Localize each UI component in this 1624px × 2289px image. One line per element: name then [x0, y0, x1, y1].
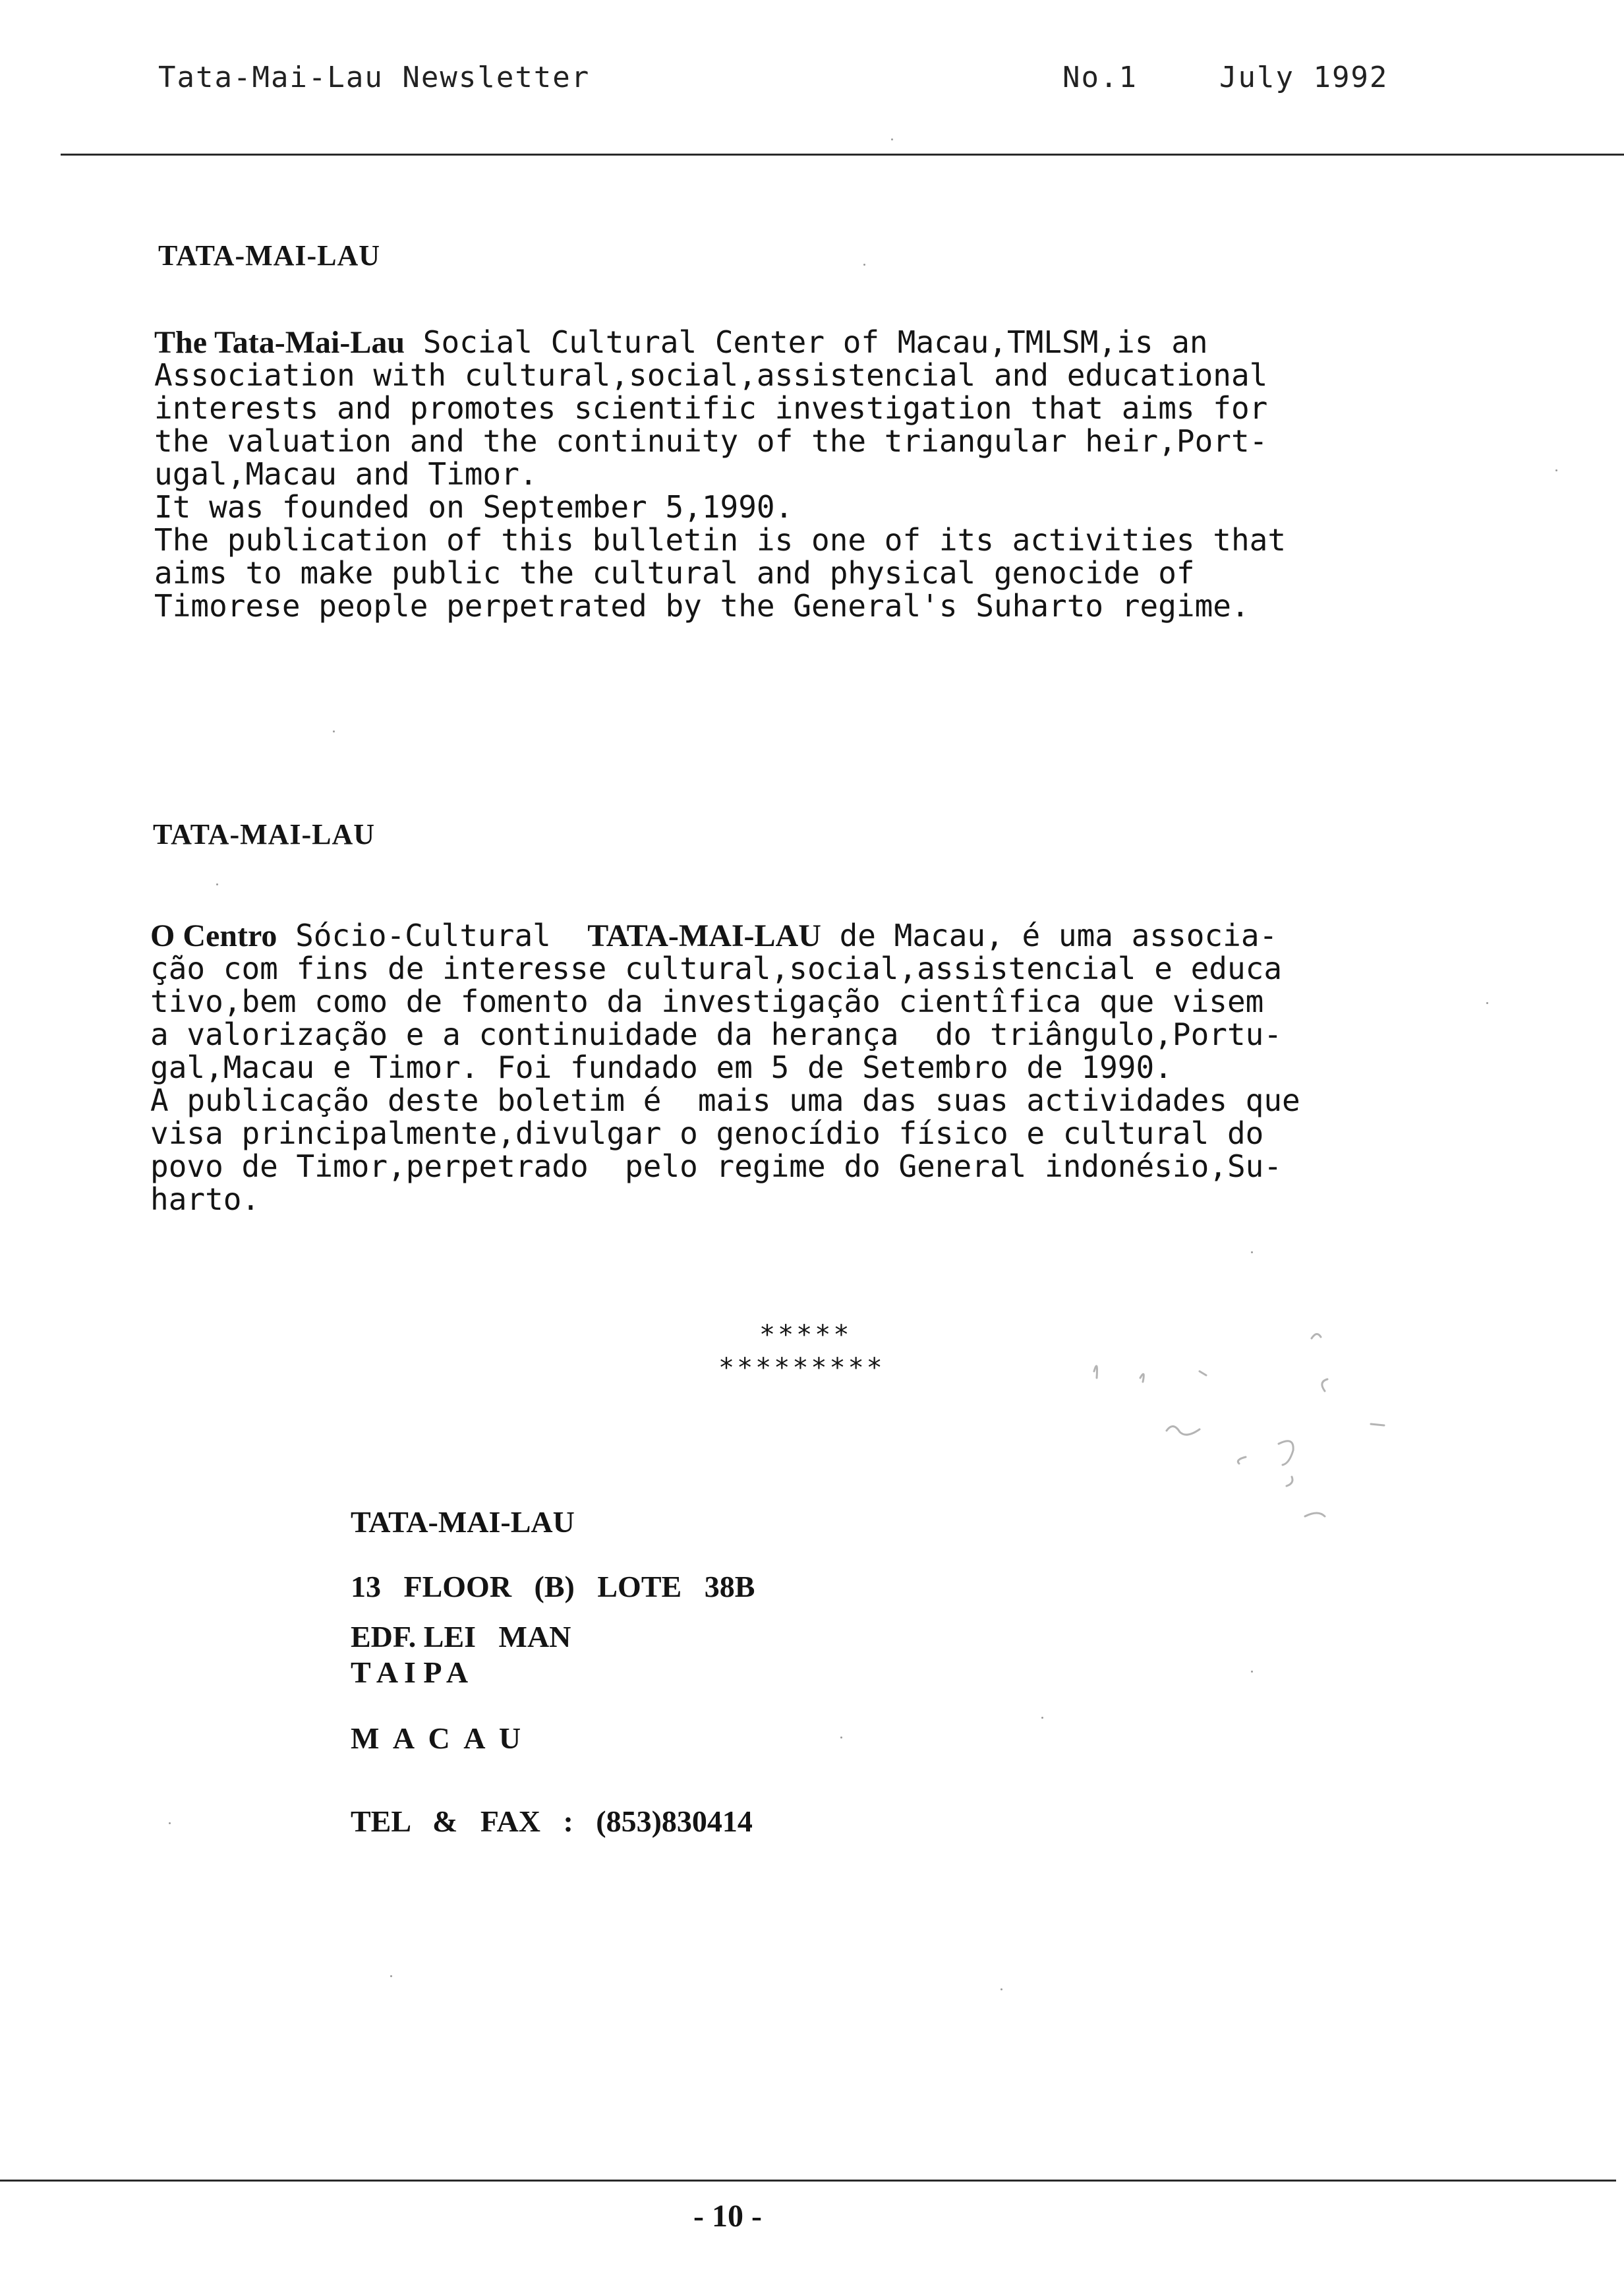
english-line: the valuation and the continuity of the triangular heir,Port- — [154, 423, 1268, 459]
scan-speck — [333, 730, 335, 732]
english-line: It was founded on September 5,1990. — [154, 489, 794, 525]
portuguese-line: A publicação deste boletim é mais uma das suas actividades que — [150, 1083, 1300, 1118]
portuguese-line: a valorização e a continuidade da herança do triângulo,Portu- — [150, 1017, 1283, 1052]
english-paragraph — [154, 326, 1466, 622]
scan-speck — [1251, 1671, 1253, 1673]
english-line-0 — [154, 326, 1466, 359]
portuguese-paragraph — [150, 919, 1462, 1216]
address-name: TATA-MAI-LAU — [351, 1505, 575, 1539]
scan-speck — [840, 1737, 842, 1739]
english-line: The publication of this bulletin is one of its activities that — [154, 522, 1287, 558]
portuguese-heading: TATA-MAI-LAU — [153, 818, 376, 850]
portuguese-lead-bold: O Centro — [150, 918, 277, 953]
stars-bottom: ********* — [718, 1353, 885, 1383]
portuguese-line: visa principalmente,divulgar o genocídio físico e cultural do — [150, 1115, 1264, 1151]
scan-speck — [891, 138, 893, 140]
scan-speck — [216, 883, 218, 885]
english-lead-bold: The Tata-Mai-Lau — [154, 325, 405, 360]
address-district: T A I P A — [351, 1655, 469, 1689]
page-number: - 10 - — [693, 2199, 762, 2234]
portuguese-line: povo de Timor,perpetrado pelo regime do General indonésio,Su- — [150, 1148, 1283, 1184]
scan-speck — [1555, 469, 1557, 471]
scan-speck — [169, 1822, 171, 1824]
stars-top: ***** — [759, 1320, 852, 1350]
english-line: ugal,Macau and Timor. — [154, 456, 538, 492]
address-floor: 13 FLOOR (B) LOTE 38B — [351, 1570, 755, 1603]
footer-rule — [0, 2180, 1616, 2182]
portuguese-line: gal,Macau e Timor. Foi fundado em 5 de Setembro de 1990. — [150, 1050, 1173, 1085]
address-phone-fax: TEL & FAX : (853)830414 — [351, 1804, 753, 1838]
newsletter-title: Tata-Mai-Lau Newsletter — [158, 61, 591, 94]
portuguese-line: ção com fins de interesse cultural,social,assistencial e educa — [150, 951, 1283, 986]
issue-number: No.1 — [1062, 61, 1138, 94]
scan-speck — [1486, 1002, 1488, 1004]
portuguese-line: tivo,bem como de fomento da investigação cientîfica que visem — [150, 984, 1264, 1019]
address-city: M A C A U — [351, 1721, 521, 1755]
scan-speck — [390, 1975, 392, 1977]
english-line: aims to make public the cultural and physical genocide of — [154, 555, 1195, 591]
portuguese-line-0 — [150, 919, 1462, 952]
scan-speck — [863, 264, 865, 266]
english-line: Timorese people perpetrated by the General's Suharto regime. — [154, 588, 1250, 624]
portuguese-line: harto. — [150, 1181, 260, 1217]
portuguese-lead-rest: de Macau, é uma associa- — [821, 918, 1278, 953]
issue-date: July 1992 — [1219, 61, 1389, 94]
english-line: interests and promotes scientific investigation that aims for — [154, 390, 1268, 426]
address-building: EDF. LEI MAN — [351, 1620, 571, 1653]
english-heading: TATA-MAI-LAU — [158, 239, 381, 272]
english-line: Association with cultural,social,assistencial and educational — [154, 357, 1268, 393]
header-rule — [61, 154, 1624, 156]
portuguese-lead-name: TATA-MAI-LAU — [587, 918, 821, 953]
english-lead-rest: Social Cultural Center of Macau,TMLSM,is an — [405, 324, 1208, 360]
pencil-marks-graphic — [1081, 1319, 1516, 1569]
scan-speck — [1251, 1251, 1253, 1253]
portuguese-lead-mid: Sócio-Cultural — [277, 918, 588, 953]
scan-speck — [1041, 1717, 1043, 1719]
scan-speck — [1000, 1988, 1002, 1990]
